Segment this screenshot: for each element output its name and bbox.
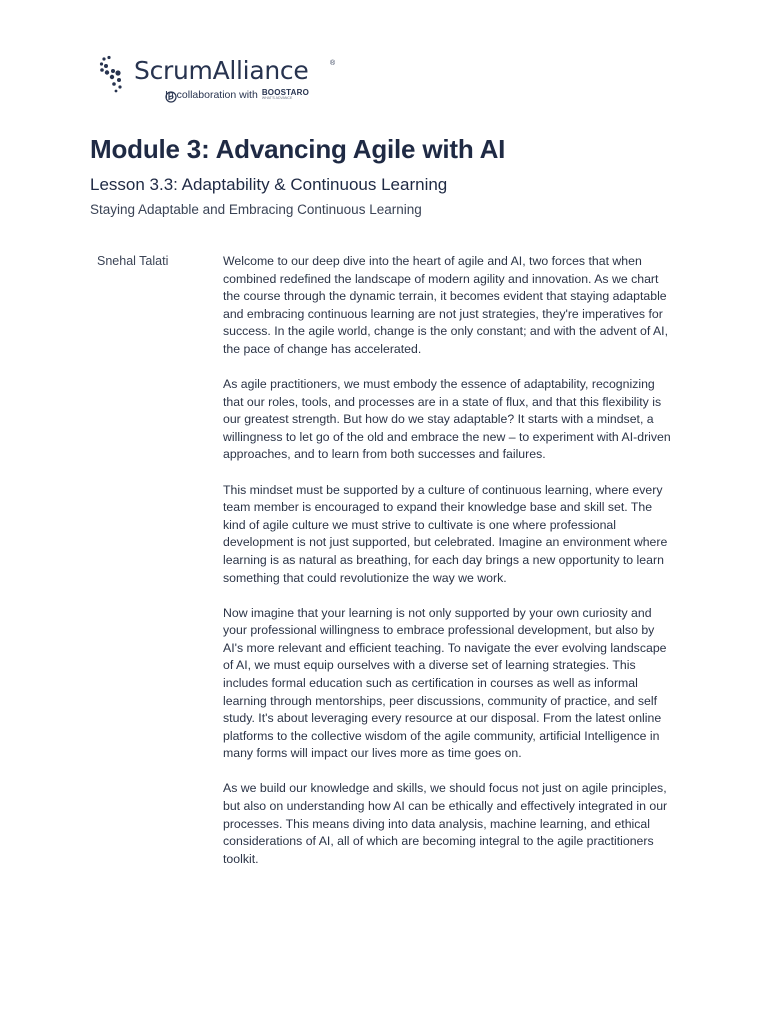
brand-name: ScrumAlliance [134, 56, 309, 85]
transcript-paragraph: As agile practitioners, we must embody the essence of adaptability, recognizing that our roles, tools, and processes are in a state of flux, and that this flexibility is our greatest strength. But how do we stay adaptable? It starts with a mindset, a willingness to let go of the old and embrace the new – to experiment with AI-driven approaches, and to learn from both successes and failures. [223, 377, 671, 462]
partner-wordmark [262, 89, 309, 101]
boostaro-mark-icon [165, 91, 177, 103]
transcript-paragraph: Welcome to our deep dive into the heart of agile and AI, two forces that when combined redefined the landscape of modern agility and innovation. As we chart the course through the dynamic terrain, it becomes evident that staying adaptable and embracing continuous learning are not just strategies, they're imperatives for success. In the agile world, change is the only constant; and with the advent of AI, the pace of change has accelerated. [223, 254, 669, 356]
partner-name: BOOSTARO [261, 88, 310, 98]
transcript-paragraph: As we build our knowledge and skills, we should focus not just on agile principles, but also on understanding how AI can be ethically and effectively integrated in our processes. This means diving into data analysis, machine learning, and ethical considerations of AI, all of which are becoming integral to the agile practitioners toolkit. [223, 781, 668, 866]
scrum-alliance-dots-icon [98, 54, 132, 94]
partner-tagline: WHAT'S ADVANCE [261, 96, 293, 101]
registered-mark: ® [330, 60, 336, 67]
transcript-body [223, 253, 675, 886]
module-title: Module 3: Advancing Agile with AI [90, 134, 506, 164]
transcript-paragraph: This mindset must be supported by a culture of continuous learning, where every team member is encouraged to expand their knowledge base and skill set. The kind of agile culture we must strive to cultivate is one where professional development is not just supported, but celebrated. Imagine an environment where learning is as natural as breathing, for each day brings a new opportunity to learn something that could revolutionize the way we work. [223, 482, 668, 585]
transcript-paragraph: Now imagine that your learning is not only supported by your own curiosity and your professional willingness to embrace professional development, but also by AI's more relevant and efficient teaching. To navigate the ever evolving landscape of AI, we must equip ourselves with a diverse set of learning strategies. This includes formal education such as certification in courses as well as informal learning through mentorships, peer discussions, community of practice, and self study. It's about leveraging every resource at our disposal. From the latest online platforms to the collective wisdom of the agile community, artificial Intelligence in many forms will impact our lives more as time goes on. [223, 605, 667, 761]
lesson-title: Lesson 3.3: Adaptability & Continuous Learning [90, 175, 448, 194]
scrum-alliance-logo [98, 52, 348, 107]
speaker-name: Snehal Talati [97, 254, 169, 268]
collaboration-text: In collaboration with [165, 89, 258, 101]
lesson-subtitle: Staying Adaptable and Embracing Continuous Learning [90, 202, 422, 217]
collaboration-line [165, 89, 309, 101]
